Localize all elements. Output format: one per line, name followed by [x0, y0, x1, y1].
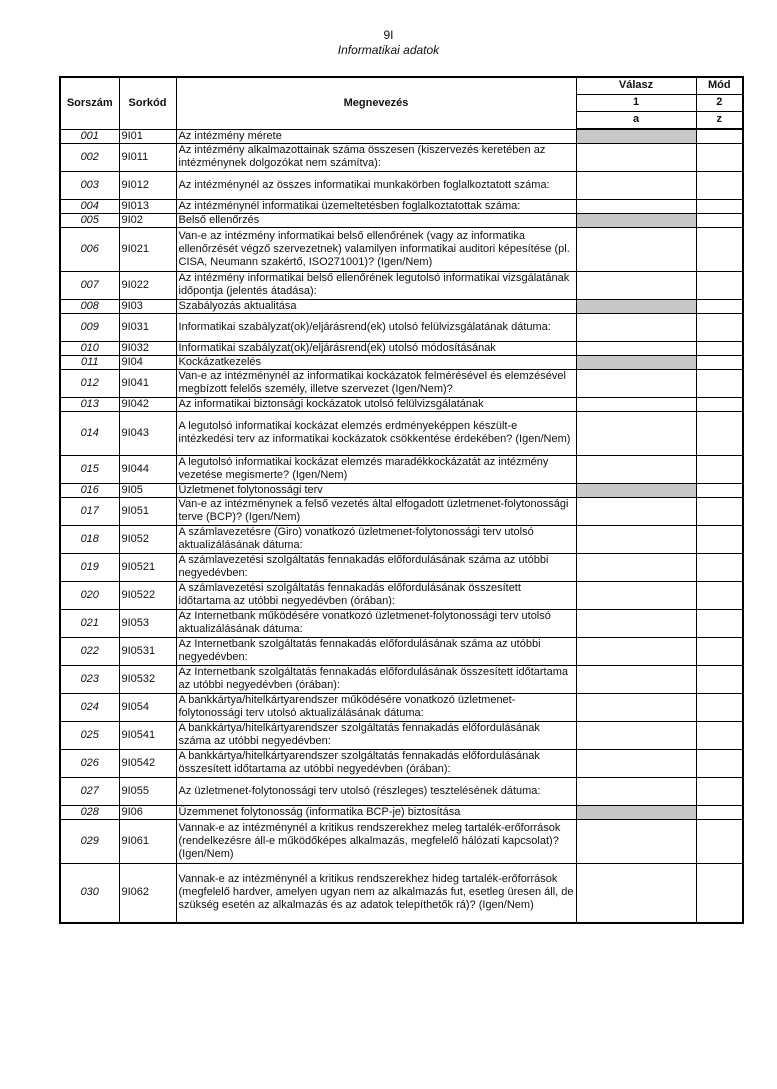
mod-cell[interactable] — [696, 637, 743, 665]
mod-cell[interactable] — [696, 171, 743, 199]
row-number: 022 — [60, 637, 119, 665]
row-number: 008 — [60, 299, 119, 313]
mod-cell[interactable] — [696, 693, 743, 721]
row-code: 9I0521 — [119, 553, 176, 581]
header-sorszam: Sorszám — [60, 77, 119, 129]
row-code: 9I0542 — [119, 749, 176, 777]
answer-cell[interactable] — [576, 341, 696, 355]
row-number: 010 — [60, 341, 119, 355]
row-code: 9I02 — [119, 213, 176, 227]
mod-cell[interactable] — [696, 341, 743, 355]
table-row — [60, 721, 743, 749]
table-row — [60, 397, 743, 411]
table-row — [60, 609, 743, 637]
row-code: 9I061 — [119, 819, 176, 863]
row-code: 9I0541 — [119, 721, 176, 749]
mod-cell[interactable] — [696, 455, 743, 483]
row-number: 026 — [60, 749, 119, 777]
answer-cell[interactable] — [576, 313, 696, 341]
mod-cell[interactable] — [696, 369, 743, 397]
table-row — [60, 863, 743, 923]
mod-cell — [696, 805, 743, 819]
answer-cell[interactable] — [576, 369, 696, 397]
row-number: 027 — [60, 777, 119, 805]
row-description: Vannak-e az intézménynél a kritikus rendszerekhez hideg tartalék-erőforrások (megfelelő hardver, amelyen ugyan nem az alkalmazás fut, esetleg üresen áll, de szükség esetén az alkalmazás és az adatok telepíthetők rá)? (Igen/Nem) — [176, 863, 576, 923]
answer-cell[interactable] — [576, 819, 696, 863]
row-description: Az intézmény mérete — [176, 129, 576, 143]
answer-cell — [576, 805, 696, 819]
row-description: Informatikai szabályzat(ok)/eljárásrend(ek) utolsó felülvizsgálatának dátuma: — [176, 313, 576, 341]
header-valasz-num: 1 — [576, 94, 696, 111]
row-number: 007 — [60, 271, 119, 299]
row-number: 011 — [60, 355, 119, 369]
table-row — [60, 369, 743, 397]
row-description: A számlavezetésre (Giro) vonatkozó üzletmenet-folytonossági terv utolsó aktualizálásának dátuma: — [176, 525, 576, 553]
row-description: Az Internetbank szolgáltatás fennakadás előfordulásának száma az utóbbi negyedévben: — [176, 637, 576, 665]
row-number: 023 — [60, 665, 119, 693]
answer-cell[interactable] — [576, 553, 696, 581]
row-code: 9I013 — [119, 199, 176, 213]
row-code: 9I022 — [119, 271, 176, 299]
table-row — [60, 227, 743, 271]
table-header — [60, 77, 743, 129]
table-row — [60, 271, 743, 299]
row-description: A bankkártya/hitelkártyarendszer szolgáltatás fennakadás előfordulásának száma az utóbbi negyedévben: — [176, 721, 576, 749]
row-code: 9I044 — [119, 455, 176, 483]
row-number: 009 — [60, 313, 119, 341]
table-row — [60, 665, 743, 693]
answer-cell[interactable] — [576, 227, 696, 271]
row-code: 9I054 — [119, 693, 176, 721]
table-row — [60, 525, 743, 553]
table-row — [60, 497, 743, 525]
row-number: 024 — [60, 693, 119, 721]
mod-cell[interactable] — [696, 581, 743, 609]
mod-cell[interactable] — [696, 665, 743, 693]
row-number: 025 — [60, 721, 119, 749]
answer-cell[interactable] — [576, 199, 696, 213]
row-description: Üzletmenet folytonossági terv — [176, 483, 576, 497]
row-number: 006 — [60, 227, 119, 271]
mod-cell[interactable] — [696, 819, 743, 863]
table-body — [60, 129, 743, 923]
row-number: 003 — [60, 171, 119, 199]
row-description: Van-e az intézménynél az informatikai kockázatok felmérésével és elemzésével megbízott felelős személy, illetve szervezet (Igen/Nem)? — [176, 369, 576, 397]
row-number: 018 — [60, 525, 119, 553]
table-row — [60, 749, 743, 777]
row-description: Van-e az intézménynek a felső vezetés által elfogadott üzletmenet-folytonossági terve (BCP)? (Igen/Nem) — [176, 497, 576, 525]
table-row — [60, 581, 743, 609]
row-number: 020 — [60, 581, 119, 609]
mod-cell[interactable] — [696, 749, 743, 777]
table-row — [60, 199, 743, 213]
data-table — [59, 76, 744, 924]
row-number: 002 — [60, 143, 119, 171]
row-description: Az üzletmenet-folytonossági terv utolsó (részleges) tesztelésének dátuma: — [176, 777, 576, 805]
answer-cell[interactable] — [576, 863, 696, 923]
mod-cell — [696, 483, 743, 497]
row-code: 9I041 — [119, 369, 176, 397]
table-row — [60, 805, 743, 819]
answer-cell — [576, 299, 696, 313]
row-code: 9I05 — [119, 483, 176, 497]
table-row — [60, 143, 743, 171]
row-code: 9I021 — [119, 227, 176, 271]
answer-cell[interactable] — [576, 525, 696, 553]
answer-cell — [576, 483, 696, 497]
page-title: Informatikai adatok — [337, 43, 440, 57]
row-description: Az informatikai biztonsági kockázatok utolsó felülvizsgálatának — [176, 397, 576, 411]
row-description: A számlavezetési szolgáltatás fennakadás előfordulásának összesített időtartama az utóbbi negyedévben (órában): — [176, 581, 576, 609]
row-number: 013 — [60, 397, 119, 411]
mod-cell[interactable] — [696, 609, 743, 637]
mod-cell — [696, 129, 743, 143]
row-description: A bankkártya/hitelkártyarendszer működésére vonatkozó üzletmenet-folytonossági terv utolsó aktualizálásának dátuma: — [176, 693, 576, 721]
mod-cell[interactable] — [696, 411, 743, 455]
header-valasz-letter: a — [576, 111, 696, 129]
row-number: 012 — [60, 369, 119, 397]
mod-cell[interactable] — [696, 143, 743, 171]
header-mod-letter: z — [696, 111, 743, 129]
row-number: 029 — [60, 819, 119, 863]
row-description: A bankkártya/hitelkártyarendszer szolgáltatás fennakadás előfordulásának összesített időtartama az utóbbi negyedévben (órában): — [176, 749, 576, 777]
header-mod-num: 2 — [696, 94, 743, 111]
table-row — [60, 411, 743, 455]
row-description: A legutolsó informatikai kockázat elemzés maradékkockázatát az intézmény vezetése megismerte? (Igen/Nem) — [176, 455, 576, 483]
row-code: 9I053 — [119, 609, 176, 637]
row-description: Az Internetbank szolgáltatás fennakadás előfordulásának összesített időtartama az utóbbi negyedévben (órában): — [176, 665, 576, 693]
mod-cell[interactable] — [696, 227, 743, 271]
header-mod: Mód — [696, 77, 743, 94]
row-number: 001 — [60, 129, 119, 143]
row-code: 9I0531 — [119, 637, 176, 665]
row-number: 016 — [60, 483, 119, 497]
row-code: 9I055 — [119, 777, 176, 805]
mod-cell[interactable] — [696, 863, 743, 923]
row-description: Az intézmény informatikai belső ellenőrének legutolsó informatikai vizsgálatának időpontja (jelentés átadása): — [176, 271, 576, 299]
answer-cell[interactable] — [576, 749, 696, 777]
row-description: Szabályozás aktualitása — [176, 299, 576, 313]
row-code: 9I012 — [119, 171, 176, 199]
answer-cell[interactable] — [576, 143, 696, 171]
mod-cell — [696, 213, 743, 227]
table-row — [60, 129, 743, 143]
header-valasz: Válasz — [576, 77, 696, 94]
row-code: 9I042 — [119, 397, 176, 411]
answer-cell[interactable] — [576, 637, 696, 665]
table-row — [60, 355, 743, 369]
answer-cell — [576, 355, 696, 369]
row-number: 021 — [60, 609, 119, 637]
row-description: A számlavezetési szolgáltatás fennakadás előfordulásának száma az utóbbi negyedévben: — [176, 553, 576, 581]
table-row — [60, 213, 743, 227]
answer-cell[interactable] — [576, 397, 696, 411]
row-code: 9I04 — [119, 355, 176, 369]
row-code: 9I06 — [119, 805, 176, 819]
row-description: Az intézménynél informatikai üzemeltetésben foglalkoztatottak száma: — [176, 199, 576, 213]
mod-cell[interactable] — [696, 777, 743, 805]
row-number: 019 — [60, 553, 119, 581]
answer-cell[interactable] — [576, 721, 696, 749]
row-code: 9I0532 — [119, 665, 176, 693]
mod-cell[interactable] — [696, 721, 743, 749]
answer-cell — [576, 129, 696, 143]
mod-cell[interactable] — [696, 199, 743, 213]
answer-cell[interactable] — [576, 497, 696, 525]
answer-cell[interactable] — [576, 455, 696, 483]
answer-cell[interactable] — [576, 271, 696, 299]
row-code: 9I032 — [119, 341, 176, 355]
table-row — [60, 819, 743, 863]
mod-cell[interactable] — [696, 525, 743, 553]
mod-cell — [696, 355, 743, 369]
header-megnevezes: Megnevezés — [176, 77, 576, 129]
row-number: 030 — [60, 863, 119, 923]
row-code: 9I051 — [119, 497, 176, 525]
table-row — [60, 483, 743, 497]
mod-cell[interactable] — [696, 553, 743, 581]
table-row — [60, 171, 743, 199]
answer-cell[interactable] — [576, 609, 696, 637]
row-number: 028 — [60, 805, 119, 819]
table-row — [60, 455, 743, 483]
row-description: Az intézménynél az összes informatikai munkakörben foglalkoztatott száma: — [176, 171, 576, 199]
row-description: Vannak-e az intézménynél a kritikus rendszerekhez meleg tartalék-erőforrások (rendelkezésre áll-e működőképes alkalmazás, megfelelő hálózati kapcsolat)? (Igen/Nem) — [176, 819, 576, 863]
row-code: 9I03 — [119, 299, 176, 313]
row-description: Kockázatkezelés — [176, 355, 576, 369]
form-code-title: 9I — [383, 28, 394, 42]
row-description: Belső ellenőrzés — [176, 213, 576, 227]
mod-cell[interactable] — [696, 313, 743, 341]
row-description: A legutolsó informatikai kockázat elemzés erdményeképpen készült-e intézkedési terv az informatikai kockázatok csökkentése érdekében? (Igen/Nem) — [176, 411, 576, 455]
mod-cell — [696, 299, 743, 313]
row-number: 004 — [60, 199, 119, 213]
answer-cell[interactable] — [576, 665, 696, 693]
answer-cell[interactable] — [576, 693, 696, 721]
table-row — [60, 777, 743, 805]
row-description: Az intézmény alkalmazottainak száma összesen (kiszervezés keretében az intézménynek dolgozókat nem számítva): — [176, 143, 576, 171]
table-row — [60, 553, 743, 581]
row-number: 015 — [60, 455, 119, 483]
table-row — [60, 299, 743, 313]
answer-cell — [576, 213, 696, 227]
table-row — [60, 313, 743, 341]
row-description: Üzemmenet folytonosság (informatika BCP-je) biztosítása — [176, 805, 576, 819]
mod-cell[interactable] — [696, 397, 743, 411]
row-code: 9I043 — [119, 411, 176, 455]
row-code: 9I062 — [119, 863, 176, 923]
row-description: Az Internetbank működésére vonatkozó üzletmenet-folytonossági terv utolsó aktualizálásának dátuma: — [176, 609, 576, 637]
table-row — [60, 693, 743, 721]
row-number: 017 — [60, 497, 119, 525]
mod-cell[interactable] — [696, 497, 743, 525]
row-number: 014 — [60, 411, 119, 455]
answer-cell[interactable] — [576, 581, 696, 609]
row-number: 005 — [60, 213, 119, 227]
table-row — [60, 341, 743, 355]
row-code: 9I031 — [119, 313, 176, 341]
answer-cell[interactable] — [576, 777, 696, 805]
table-row — [60, 637, 743, 665]
row-code: 9I01 — [119, 129, 176, 143]
row-code: 9I011 — [119, 143, 176, 171]
row-description: Van-e az intézmény informatikai belső ellenőrének (vagy az informatika ellenőrzését végző szervezetnek) valamilyen informatikai auditori képesítése (pl. CISA, Neumann szakértő, ISO271001)? (Igen/Nem) — [176, 227, 576, 271]
row-code: 9I052 — [119, 525, 176, 553]
row-code: 9I0522 — [119, 581, 176, 609]
row-description: Informatikai szabályzat(ok)/eljárásrend(ek) utolsó módosításának — [176, 341, 576, 355]
answer-cell[interactable] — [576, 411, 696, 455]
header-sorkod: Sorkód — [119, 77, 176, 129]
mod-cell[interactable] — [696, 271, 743, 299]
answer-cell[interactable] — [576, 171, 696, 199]
